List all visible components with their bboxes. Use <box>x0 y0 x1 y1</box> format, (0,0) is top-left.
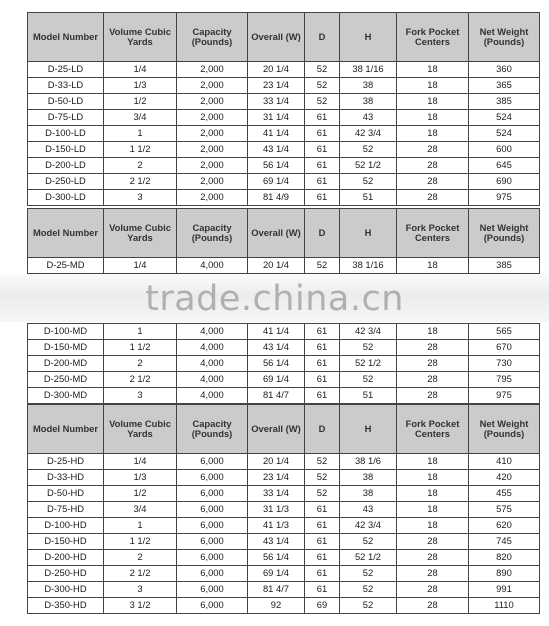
cell-overall: 56 1/4 <box>248 550 305 566</box>
cell-net-weight: 385 <box>469 94 540 110</box>
cell-fork-pocket: 28 <box>397 582 469 598</box>
cell-model: D-200-LD <box>28 158 104 174</box>
cell-d: 61 <box>305 550 340 566</box>
cell-d: 52 <box>305 78 340 94</box>
table-row <box>28 258 540 274</box>
cell-overall: 41 1/4 <box>248 324 305 340</box>
cell-fork-pocket: 28 <box>397 174 469 190</box>
header-volume: Volume Cubic Yards <box>104 13 177 62</box>
cell-fork-pocket: 18 <box>397 94 469 110</box>
cell-net-weight: 820 <box>469 550 540 566</box>
cell-capacity: 2,000 <box>177 94 248 110</box>
cell-fork-pocket: 28 <box>397 340 469 356</box>
cell-capacity: 4,000 <box>177 372 248 388</box>
table-row <box>28 598 540 614</box>
cell-h: 51 <box>340 388 397 404</box>
cell-net-weight: 365 <box>469 78 540 94</box>
cell-d: 61 <box>305 356 340 372</box>
table-row <box>28 158 540 174</box>
md-table-bottom <box>27 323 540 404</box>
cell-fork-pocket: 28 <box>397 158 469 174</box>
cell-overall: 20 1/4 <box>248 454 305 470</box>
cell-net-weight: 575 <box>469 502 540 518</box>
cell-fork-pocket: 18 <box>397 470 469 486</box>
cell-model: D-100-HD <box>28 518 104 534</box>
cell-h: 42 3/4 <box>340 324 397 340</box>
cell-h: 38 <box>340 486 397 502</box>
cell-model: D-50-LD <box>28 94 104 110</box>
cell-model: D-25-HD <box>28 454 104 470</box>
cell-model: D-150-LD <box>28 142 104 158</box>
cell-model: D-50-HD <box>28 486 104 502</box>
cell-fork-pocket: 28 <box>397 598 469 614</box>
cell-d: 61 <box>305 582 340 598</box>
cell-volume: 1 1/2 <box>104 340 177 356</box>
cell-model: D-75-HD <box>28 502 104 518</box>
table-row <box>28 110 540 126</box>
cell-overall: 81 4/9 <box>248 190 305 206</box>
cell-fork-pocket: 18 <box>397 62 469 78</box>
cell-overall: 41 1/4 <box>248 126 305 142</box>
cell-d: 69 <box>305 598 340 614</box>
table-row <box>28 142 540 158</box>
cell-capacity: 6,000 <box>177 518 248 534</box>
cell-capacity: 4,000 <box>177 388 248 404</box>
cell-d: 52 <box>305 94 340 110</box>
cell-h: 52 <box>340 534 397 550</box>
cell-capacity: 6,000 <box>177 502 248 518</box>
cell-fork-pocket: 18 <box>397 502 469 518</box>
header-model: Model Number <box>28 405 104 454</box>
header-net-weight: Net Weight (Pounds) <box>469 209 540 258</box>
cell-model: D-200-MD <box>28 356 104 372</box>
table-row <box>28 502 540 518</box>
table-row <box>28 582 540 598</box>
cell-d: 52 <box>305 62 340 78</box>
table-row <box>28 388 540 404</box>
cell-h: 38 1/6 <box>340 454 397 470</box>
cell-net-weight: 991 <box>469 582 540 598</box>
cell-h: 38 1/16 <box>340 258 397 274</box>
table-row <box>28 518 540 534</box>
cell-capacity: 6,000 <box>177 470 248 486</box>
cell-capacity: 6,000 <box>177 486 248 502</box>
cell-model: D-33-HD <box>28 470 104 486</box>
cell-capacity: 4,000 <box>177 340 248 356</box>
cell-capacity: 2,000 <box>177 142 248 158</box>
cell-d: 52 <box>305 258 340 274</box>
cell-d: 61 <box>305 340 340 356</box>
cell-h: 51 <box>340 190 397 206</box>
cell-volume: 1 <box>104 126 177 142</box>
cell-h: 52 <box>340 372 397 388</box>
cell-d: 61 <box>305 190 340 206</box>
cell-volume: 1/4 <box>104 62 177 78</box>
header-fork-pocket: Fork Pocket Centers <box>397 13 469 62</box>
cell-net-weight: 745 <box>469 534 540 550</box>
table-row <box>28 174 540 190</box>
cell-fork-pocket: 18 <box>397 126 469 142</box>
header-volume: Volume Cubic Yards <box>104 405 177 454</box>
cell-fork-pocket: 28 <box>397 142 469 158</box>
cell-capacity: 4,000 <box>177 324 248 340</box>
cell-volume: 2 <box>104 158 177 174</box>
header-overall: Overall (W) <box>248 405 305 454</box>
cell-capacity: 2,000 <box>177 62 248 78</box>
cell-d: 52 <box>305 470 340 486</box>
cell-h: 43 <box>340 502 397 518</box>
cell-overall: 43 1/4 <box>248 534 305 550</box>
header-overall: Overall (W) <box>248 209 305 258</box>
cell-model: D-250-HD <box>28 566 104 582</box>
cell-volume: 3 1/2 <box>104 598 177 614</box>
header-model: Model Number <box>28 209 104 258</box>
cell-volume: 3/4 <box>104 502 177 518</box>
cell-net-weight: 645 <box>469 158 540 174</box>
table-row <box>28 486 540 502</box>
table-row <box>28 324 540 340</box>
table-row <box>28 340 540 356</box>
cell-capacity: 2,000 <box>177 78 248 94</box>
cell-d: 61 <box>305 142 340 158</box>
table-row <box>28 356 540 372</box>
cell-net-weight: 524 <box>469 110 540 126</box>
header-volume: Volume Cubic Yards <box>104 209 177 258</box>
cell-overall: 56 1/4 <box>248 158 305 174</box>
ld-table <box>27 12 540 206</box>
cell-net-weight: 385 <box>469 258 540 274</box>
cell-d: 61 <box>305 502 340 518</box>
table-row <box>28 454 540 470</box>
cell-volume: 3 <box>104 582 177 598</box>
cell-volume: 1/2 <box>104 486 177 502</box>
cell-overall: 31 1/3 <box>248 502 305 518</box>
cell-model: D-100-MD <box>28 324 104 340</box>
cell-net-weight: 420 <box>469 470 540 486</box>
table-row <box>28 534 540 550</box>
cell-fork-pocket: 28 <box>397 566 469 582</box>
cell-capacity: 6,000 <box>177 582 248 598</box>
cell-model: D-150-MD <box>28 340 104 356</box>
cell-model: D-25-MD <box>28 258 104 274</box>
header-capacity: Capacity (Pounds) <box>177 13 248 62</box>
cell-overall: 20 1/4 <box>248 62 305 78</box>
hd-table <box>27 404 540 614</box>
cell-d: 61 <box>305 126 340 142</box>
cell-volume: 1 1/2 <box>104 142 177 158</box>
cell-capacity: 6,000 <box>177 454 248 470</box>
cell-capacity: 2,000 <box>177 110 248 126</box>
md-table-top <box>27 208 540 274</box>
cell-fork-pocket: 28 <box>397 534 469 550</box>
table-row <box>28 470 540 486</box>
cell-capacity: 4,000 <box>177 258 248 274</box>
cell-d: 61 <box>305 518 340 534</box>
cell-model: D-250-MD <box>28 372 104 388</box>
cell-net-weight: 690 <box>469 174 540 190</box>
cell-net-weight: 975 <box>469 388 540 404</box>
cell-h: 52 <box>340 582 397 598</box>
cell-volume: 2 <box>104 356 177 372</box>
cell-volume: 1/3 <box>104 78 177 94</box>
header-capacity: Capacity (Pounds) <box>177 405 248 454</box>
cell-d: 61 <box>305 566 340 582</box>
cell-net-weight: 600 <box>469 142 540 158</box>
cell-net-weight: 890 <box>469 566 540 582</box>
table-row <box>28 372 540 388</box>
cell-overall: 33 1/4 <box>248 486 305 502</box>
cell-capacity: 2,000 <box>177 126 248 142</box>
cell-fork-pocket: 18 <box>397 110 469 126</box>
cell-net-weight: 730 <box>469 356 540 372</box>
cell-volume: 1/4 <box>104 454 177 470</box>
cell-net-weight: 410 <box>469 454 540 470</box>
cell-volume: 3 <box>104 190 177 206</box>
cell-model: D-25-LD <box>28 62 104 78</box>
cell-capacity: 6,000 <box>177 566 248 582</box>
cell-model: D-300-LD <box>28 190 104 206</box>
cell-h: 52 <box>340 340 397 356</box>
cell-model: D-250-LD <box>28 174 104 190</box>
cell-d: 52 <box>305 486 340 502</box>
cell-h: 52 1/2 <box>340 356 397 372</box>
cell-capacity: 6,000 <box>177 550 248 566</box>
cell-volume: 2 1/2 <box>104 372 177 388</box>
cell-overall: 43 1/4 <box>248 340 305 356</box>
cell-h: 42 3/4 <box>340 518 397 534</box>
cell-fork-pocket: 18 <box>397 486 469 502</box>
cell-h: 38 <box>340 78 397 94</box>
cell-volume: 1 <box>104 518 177 534</box>
cell-overall: 92 <box>248 598 305 614</box>
cell-capacity: 2,000 <box>177 190 248 206</box>
cell-volume: 2 <box>104 550 177 566</box>
cell-h: 38 <box>340 470 397 486</box>
cell-overall: 33 1/4 <box>248 94 305 110</box>
cell-fork-pocket: 28 <box>397 372 469 388</box>
header-fork-pocket: Fork Pocket Centers <box>397 209 469 258</box>
cell-h: 52 <box>340 174 397 190</box>
cell-h: 52 <box>340 566 397 582</box>
cell-d: 61 <box>305 110 340 126</box>
cell-volume: 3/4 <box>104 110 177 126</box>
cell-h: 52 <box>340 598 397 614</box>
table-row <box>28 190 540 206</box>
table-row <box>28 126 540 142</box>
table-row <box>28 566 540 582</box>
cell-fork-pocket: 18 <box>397 454 469 470</box>
cell-capacity: 2,000 <box>177 158 248 174</box>
cell-capacity: 2,000 <box>177 174 248 190</box>
cell-model: D-150-HD <box>28 534 104 550</box>
cell-capacity: 6,000 <box>177 534 248 550</box>
table-row <box>28 550 540 566</box>
cell-net-weight: 455 <box>469 486 540 502</box>
cell-overall: 23 1/4 <box>248 470 305 486</box>
cell-volume: 1 1/2 <box>104 534 177 550</box>
header-overall: Overall (W) <box>248 13 305 62</box>
cell-overall: 69 1/4 <box>248 174 305 190</box>
cell-net-weight: 1110 <box>469 598 540 614</box>
header-row <box>28 209 540 258</box>
watermark-text: trade.china.cn <box>145 279 404 319</box>
cell-d: 61 <box>305 324 340 340</box>
cell-net-weight: 795 <box>469 372 540 388</box>
cell-h: 38 <box>340 94 397 110</box>
cell-net-weight: 620 <box>469 518 540 534</box>
table-row <box>28 78 540 94</box>
cell-capacity: 6,000 <box>177 598 248 614</box>
header-row <box>28 13 540 62</box>
cell-fork-pocket: 28 <box>397 190 469 206</box>
cell-h: 43 <box>340 110 397 126</box>
cell-model: D-200-HD <box>28 550 104 566</box>
cell-volume: 3 <box>104 388 177 404</box>
cell-net-weight: 975 <box>469 190 540 206</box>
cell-overall: 69 1/4 <box>248 566 305 582</box>
cell-fork-pocket: 28 <box>397 388 469 404</box>
cell-h: 52 1/2 <box>340 550 397 566</box>
cell-d: 52 <box>305 454 340 470</box>
cell-overall: 69 1/4 <box>248 372 305 388</box>
header-d: D <box>305 13 340 62</box>
cell-model: D-300-MD <box>28 388 104 404</box>
header-net-weight: Net Weight (Pounds) <box>469 405 540 454</box>
cell-d: 61 <box>305 158 340 174</box>
header-fork-pocket: Fork Pocket Centers <box>397 405 469 454</box>
cell-fork-pocket: 18 <box>397 324 469 340</box>
cell-model: D-350-HD <box>28 598 104 614</box>
header-h: H <box>340 13 397 62</box>
cell-fork-pocket: 18 <box>397 78 469 94</box>
header-row <box>28 405 540 454</box>
cell-overall: 81 4/7 <box>248 388 305 404</box>
header-h: H <box>340 405 397 454</box>
cell-fork-pocket: 18 <box>397 258 469 274</box>
cell-d: 61 <box>305 372 340 388</box>
cell-overall: 41 1/3 <box>248 518 305 534</box>
header-h: H <box>340 209 397 258</box>
table-row <box>28 62 540 78</box>
cell-fork-pocket: 28 <box>397 550 469 566</box>
cell-h: 38 1/16 <box>340 62 397 78</box>
cell-net-weight: 524 <box>469 126 540 142</box>
table-row <box>28 94 540 110</box>
cell-volume: 1/3 <box>104 470 177 486</box>
header-model: Model Number <box>28 13 104 62</box>
cell-d: 61 <box>305 174 340 190</box>
cell-model: D-75-LD <box>28 110 104 126</box>
cell-volume: 1/2 <box>104 94 177 110</box>
header-d: D <box>305 209 340 258</box>
cell-fork-pocket: 18 <box>397 518 469 534</box>
cell-model: D-300-HD <box>28 582 104 598</box>
cell-volume: 1 <box>104 324 177 340</box>
cell-overall: 23 1/4 <box>248 78 305 94</box>
cell-volume: 2 1/2 <box>104 566 177 582</box>
header-capacity: Capacity (Pounds) <box>177 209 248 258</box>
cell-h: 42 3/4 <box>340 126 397 142</box>
cell-model: D-100-LD <box>28 126 104 142</box>
cell-net-weight: 360 <box>469 62 540 78</box>
cell-h: 52 <box>340 142 397 158</box>
cell-d: 61 <box>305 534 340 550</box>
cell-model: D-33-LD <box>28 78 104 94</box>
cell-capacity: 4,000 <box>177 356 248 372</box>
cell-overall: 81 4/7 <box>248 582 305 598</box>
cell-d: 61 <box>305 388 340 404</box>
cell-net-weight: 670 <box>469 340 540 356</box>
header-net-weight: Net Weight (Pounds) <box>469 13 540 62</box>
cell-overall: 31 1/4 <box>248 110 305 126</box>
cell-overall: 56 1/4 <box>248 356 305 372</box>
header-d: D <box>305 405 340 454</box>
cell-volume: 2 1/2 <box>104 174 177 190</box>
cell-overall: 20 1/4 <box>248 258 305 274</box>
cell-h: 52 1/2 <box>340 158 397 174</box>
cell-net-weight: 565 <box>469 324 540 340</box>
cell-fork-pocket: 28 <box>397 356 469 372</box>
cell-overall: 43 1/4 <box>248 142 305 158</box>
cell-volume: 1/4 <box>104 258 177 274</box>
